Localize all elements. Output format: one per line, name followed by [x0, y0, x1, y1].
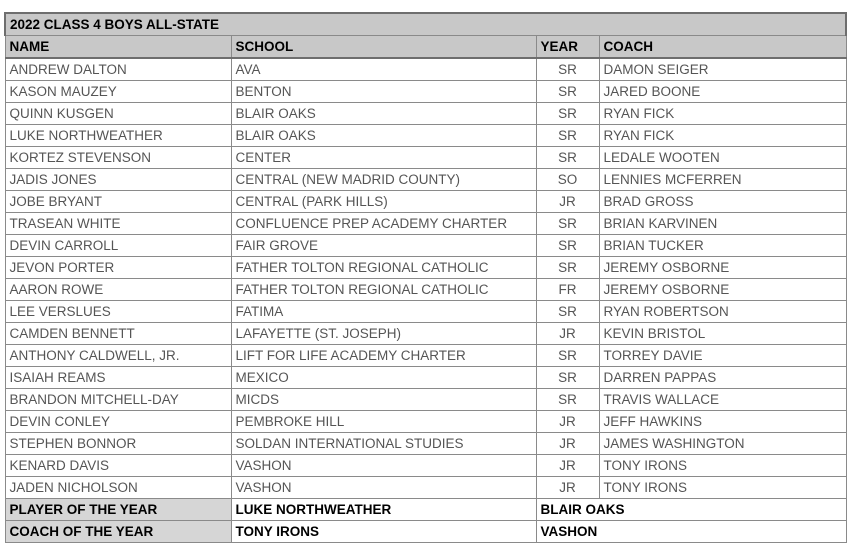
- school-cell: VASHON: [231, 455, 536, 477]
- school-cell: FATIMA: [231, 301, 536, 323]
- coach-cell: JEFF HAWKINS: [599, 411, 846, 433]
- year-cell: JR: [536, 411, 599, 433]
- title-row: [5, 13, 846, 36]
- year-cell: JR: [536, 323, 599, 345]
- player-name-cell: AARON ROWE: [5, 279, 231, 301]
- table-row: [5, 411, 846, 433]
- year-cell: SR: [536, 103, 599, 125]
- award-row: [5, 521, 846, 543]
- coach-cell: TONY IRONS: [599, 477, 846, 499]
- year-cell: SR: [536, 257, 599, 279]
- header-coach: COACH: [599, 36, 846, 59]
- year-cell: SR: [536, 345, 599, 367]
- player-name-cell: STEPHEN BONNOR: [5, 433, 231, 455]
- year-cell: SR: [536, 125, 599, 147]
- table-row: [5, 235, 846, 257]
- year-cell: JR: [536, 477, 599, 499]
- coach-cell: DARREN PAPPAS: [599, 367, 846, 389]
- player-name-cell: DEVIN CARROLL: [5, 235, 231, 257]
- school-cell: CONFLUENCE PREP ACADEMY CHARTER: [231, 213, 536, 235]
- player-name-cell: ISAIAH REAMS: [5, 367, 231, 389]
- school-cell: BENTON: [231, 81, 536, 103]
- table-row: [5, 477, 846, 499]
- award-label: PLAYER OF THE YEAR: [5, 499, 231, 521]
- header-year: YEAR: [536, 36, 599, 59]
- school-cell: CENTER: [231, 147, 536, 169]
- coach-cell: RYAN ROBERTSON: [599, 301, 846, 323]
- player-name-cell: JADEN NICHOLSON: [5, 477, 231, 499]
- school-cell: FAIR GROVE: [231, 235, 536, 257]
- year-cell: JR: [536, 191, 599, 213]
- coach-cell: JAMES WASHINGTON: [599, 433, 846, 455]
- table-row: [5, 213, 846, 235]
- year-cell: SR: [536, 389, 599, 411]
- school-cell: AVA: [231, 58, 536, 81]
- year-cell: SO: [536, 169, 599, 191]
- table-row: [5, 169, 846, 191]
- player-name-cell: ANTHONY CALDWELL, JR.: [5, 345, 231, 367]
- year-cell: SR: [536, 367, 599, 389]
- school-cell: FATHER TOLTON REGIONAL CATHOLIC: [231, 257, 536, 279]
- coach-cell: JARED BOONE: [599, 81, 846, 103]
- school-cell: BLAIR OAKS: [231, 125, 536, 147]
- coach-cell: BRAD GROSS: [599, 191, 846, 213]
- award-winner: LUKE NORTHWEATHER: [231, 499, 536, 521]
- player-name-cell: DEVIN CONLEY: [5, 411, 231, 433]
- player-name-cell: JADIS JONES: [5, 169, 231, 191]
- player-name-cell: JEVON PORTER: [5, 257, 231, 279]
- coach-cell: LENNIES MCFERREN: [599, 169, 846, 191]
- coach-cell: TRAVIS WALLACE: [599, 389, 846, 411]
- school-cell: CENTRAL (NEW MADRID COUNTY): [231, 169, 536, 191]
- table-row: [5, 103, 846, 125]
- award-school: BLAIR OAKS: [536, 499, 846, 521]
- table-row: [5, 389, 846, 411]
- coach-cell: KEVIN BRISTOL: [599, 323, 846, 345]
- year-cell: JR: [536, 433, 599, 455]
- player-name-cell: LUKE NORTHWEATHER: [5, 125, 231, 147]
- table-row: [5, 455, 846, 477]
- table-row: [5, 279, 846, 301]
- player-name-cell: LEE VERSLUES: [5, 301, 231, 323]
- school-cell: BLAIR OAKS: [231, 103, 536, 125]
- player-name-cell: TRASEAN WHITE: [5, 213, 231, 235]
- table-row: [5, 433, 846, 455]
- school-cell: MEXICO: [231, 367, 536, 389]
- coach-cell: TONY IRONS: [599, 455, 846, 477]
- coach-cell: BRIAN KARVINEN: [599, 213, 846, 235]
- school-cell: CENTRAL (PARK HILLS): [231, 191, 536, 213]
- table-row: [5, 191, 846, 213]
- award-winner: TONY IRONS: [231, 521, 536, 543]
- school-cell: MICDS: [231, 389, 536, 411]
- player-name-cell: CAMDEN BENNETT: [5, 323, 231, 345]
- year-cell: SR: [536, 213, 599, 235]
- player-name-cell: JOBE BRYANT: [5, 191, 231, 213]
- player-name-cell: BRANDON MITCHELL-DAY: [5, 389, 231, 411]
- coach-cell: DAMON SEIGER: [599, 58, 846, 81]
- year-cell: SR: [536, 235, 599, 257]
- player-name-cell: KENARD DAVIS: [5, 455, 231, 477]
- coach-cell: LEDALE WOOTEN: [599, 147, 846, 169]
- player-name-cell: KORTEZ STEVENSON: [5, 147, 231, 169]
- header-name: NAME: [5, 36, 231, 59]
- award-row: [5, 499, 846, 521]
- school-cell: LAFAYETTE (ST. JOSEPH): [231, 323, 536, 345]
- award-label: COACH OF THE YEAR: [5, 521, 231, 543]
- school-cell: VASHON: [231, 477, 536, 499]
- header-school: SCHOOL: [231, 36, 536, 59]
- year-cell: SR: [536, 147, 599, 169]
- school-cell: SOLDAN INTERNATIONAL STUDIES: [231, 433, 536, 455]
- player-name-cell: ANDREW DALTON: [5, 58, 231, 81]
- coach-cell: BRIAN TUCKER: [599, 235, 846, 257]
- table-row: [5, 147, 846, 169]
- year-cell: FR: [536, 279, 599, 301]
- table-title: 2022 CLASS 4 BOYS ALL-STATE: [5, 13, 846, 36]
- year-cell: SR: [536, 58, 599, 81]
- coach-cell: JEREMY OSBORNE: [599, 279, 846, 301]
- header-row: [5, 36, 846, 59]
- year-cell: JR: [536, 455, 599, 477]
- player-name-cell: QUINN KUSGEN: [5, 103, 231, 125]
- all-state-table: [4, 12, 847, 543]
- table-row: [5, 58, 846, 81]
- coach-cell: RYAN FICK: [599, 103, 846, 125]
- year-cell: SR: [536, 81, 599, 103]
- school-cell: PEMBROKE HILL: [231, 411, 536, 433]
- table-row: [5, 367, 846, 389]
- coach-cell: RYAN FICK: [599, 125, 846, 147]
- table-row: [5, 301, 846, 323]
- table-row: [5, 125, 846, 147]
- table-row: [5, 323, 846, 345]
- player-name-cell: KASON MAUZEY: [5, 81, 231, 103]
- table-row: [5, 257, 846, 279]
- coach-cell: JEREMY OSBORNE: [599, 257, 846, 279]
- coach-cell: TORREY DAVIE: [599, 345, 846, 367]
- award-school: VASHON: [536, 521, 846, 543]
- school-cell: FATHER TOLTON REGIONAL CATHOLIC: [231, 279, 536, 301]
- year-cell: SR: [536, 301, 599, 323]
- school-cell: LIFT FOR LIFE ACADEMY CHARTER: [231, 345, 536, 367]
- table-row: [5, 345, 846, 367]
- table-row: [5, 81, 846, 103]
